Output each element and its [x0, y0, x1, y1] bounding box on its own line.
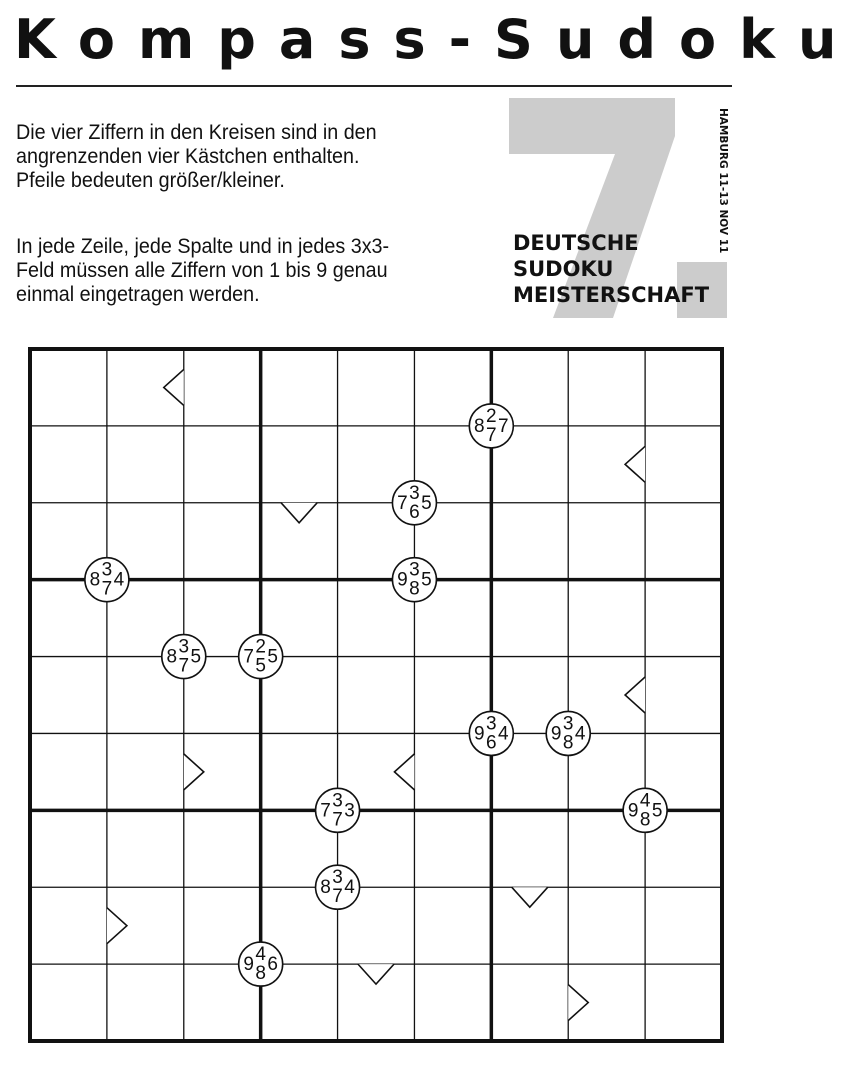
grid-cell[interactable]: [645, 657, 722, 734]
compass-digit-right: 4: [113, 569, 125, 591]
instruction-line: einmal eingetragen werden.: [16, 283, 260, 306]
grid-cell[interactable]: [30, 733, 107, 810]
grid-cell[interactable]: [568, 887, 645, 964]
compass-digit-bottom: 7: [332, 809, 343, 831]
logo-line: DEUTSCHE: [513, 231, 639, 255]
logo-event-date: HAMBURG 11-13 NOV 11: [717, 108, 729, 254]
compass-digit-top: 3: [409, 482, 420, 504]
grid-cell[interactable]: [107, 426, 184, 503]
grid-cell[interactable]: [261, 426, 338, 503]
compass-digit-right: 5: [421, 492, 432, 514]
compass-digit-top: 3: [178, 636, 190, 658]
compass-digit-bottom: 7: [332, 886, 343, 908]
grid-cell[interactable]: [184, 426, 261, 503]
compass-digit-right: 5: [267, 646, 278, 668]
puzzle-title: Kompass-Sudoku: [14, 8, 860, 71]
compass-digit-right: 4: [498, 723, 509, 745]
compass-digit-left: 8: [166, 646, 178, 668]
grid-cell[interactable]: [30, 349, 107, 426]
compass-digit-right: 6: [267, 954, 278, 976]
compass-digit-right: 5: [190, 646, 202, 668]
grid-cell[interactable]: [568, 580, 645, 657]
grid-cell[interactable]: [184, 503, 261, 580]
compass-digit-top: 3: [486, 713, 497, 735]
compass-digit-left: 7: [320, 800, 331, 822]
compass-digit-top: 3: [562, 713, 574, 735]
compass-digit-bottom: 8: [409, 578, 420, 600]
instruction-line: In jede Zeile, jede Spalte und in jedes 3x3-: [16, 235, 390, 258]
compass-digit-bottom: 8: [639, 809, 651, 831]
compass-digit-bottom: 7: [178, 655, 190, 677]
compass-digit-left: 7: [243, 646, 254, 668]
grid-cell[interactable]: [261, 349, 338, 426]
grid-cell[interactable]: [30, 657, 107, 734]
grid-cell[interactable]: [338, 349, 415, 426]
grid-cell[interactable]: [107, 964, 184, 1041]
compass-digit-left: 9: [474, 723, 485, 745]
grid-cell[interactable]: [30, 810, 107, 887]
compass-digit-bottom: 7: [101, 578, 113, 600]
compass-digit-top: 2: [255, 636, 266, 658]
compass-digit-bottom: 5: [255, 655, 266, 677]
grid-cell[interactable]: [645, 887, 722, 964]
compass-digit-left: 8: [474, 415, 485, 437]
compass-digit-top: 3: [332, 790, 343, 812]
instruction-line: Feld müssen alle Ziffern von 1 bis 9 genau: [16, 259, 388, 282]
compass-digit-right: 4: [574, 723, 586, 745]
grid-cell[interactable]: [645, 503, 722, 580]
compass-digit-bottom: 8: [255, 963, 266, 985]
compass-digit-left: 9: [397, 569, 408, 591]
compass-digit-left: 7: [397, 492, 408, 514]
grid-cell[interactable]: [184, 349, 261, 426]
compass-digit-bottom: 7: [486, 424, 497, 446]
compass-digit-right: 5: [651, 800, 663, 822]
grid-cell[interactable]: [107, 810, 184, 887]
compass-digit-bottom: 6: [409, 501, 420, 523]
grid-cell[interactable]: [30, 964, 107, 1041]
grid-cell[interactable]: [491, 580, 568, 657]
compass-digit-top: 3: [101, 559, 113, 581]
grid-cell[interactable]: [568, 349, 645, 426]
grid-cell[interactable]: [30, 426, 107, 503]
grid-cell[interactable]: [414, 964, 491, 1041]
compass-digit-left: 8: [89, 569, 101, 591]
compass-digit-top: 4: [255, 944, 266, 966]
grid-cell[interactable]: [645, 580, 722, 657]
grid-cell[interactable]: [107, 733, 184, 810]
compass-digit-right: 7: [498, 415, 509, 437]
grid-cell[interactable]: [568, 503, 645, 580]
logo-line: SUDOKU: [513, 257, 614, 281]
instruction-line: Pfeile bedeuten größer/kleiner.: [16, 169, 285, 192]
grid-cell[interactable]: [491, 810, 568, 887]
logo-line: MEISTERSCHAFT: [513, 283, 710, 307]
compass-digit-top: 2: [486, 405, 497, 427]
grid-cell[interactable]: [645, 349, 722, 426]
grid-cell[interactable]: [645, 426, 722, 503]
compass-digit-left: 9: [243, 954, 254, 976]
grid-cell[interactable]: [30, 887, 107, 964]
grid-cell[interactable]: [338, 657, 415, 734]
compass-digit-right: 5: [421, 569, 432, 591]
grid-cell[interactable]: [184, 810, 261, 887]
grid-cell[interactable]: [414, 810, 491, 887]
grid-cell[interactable]: [491, 964, 568, 1041]
grid-cell[interactable]: [491, 503, 568, 580]
compass-digit-bottom: 8: [562, 732, 574, 754]
compass-digit-left: 8: [320, 877, 331, 899]
grid-cell[interactable]: [645, 964, 722, 1041]
grid-cell[interactable]: [414, 887, 491, 964]
compass-digit-left: 9: [550, 723, 562, 745]
compass-digit-right: 4: [344, 877, 355, 899]
compass-digit-top: 3: [409, 559, 420, 581]
compass-digit-top: 4: [639, 790, 651, 812]
compass-digit-bottom: 6: [486, 732, 497, 754]
instruction-line: Die vier Ziffern in den Kreisen sind in den: [16, 121, 377, 144]
compass-digit-left: 9: [627, 800, 639, 822]
compass-digit-top: 3: [332, 867, 343, 889]
instruction-line: angrenzenden vier Kästchen enthalten.: [16, 145, 360, 168]
compass-digit-right: 3: [344, 800, 355, 822]
